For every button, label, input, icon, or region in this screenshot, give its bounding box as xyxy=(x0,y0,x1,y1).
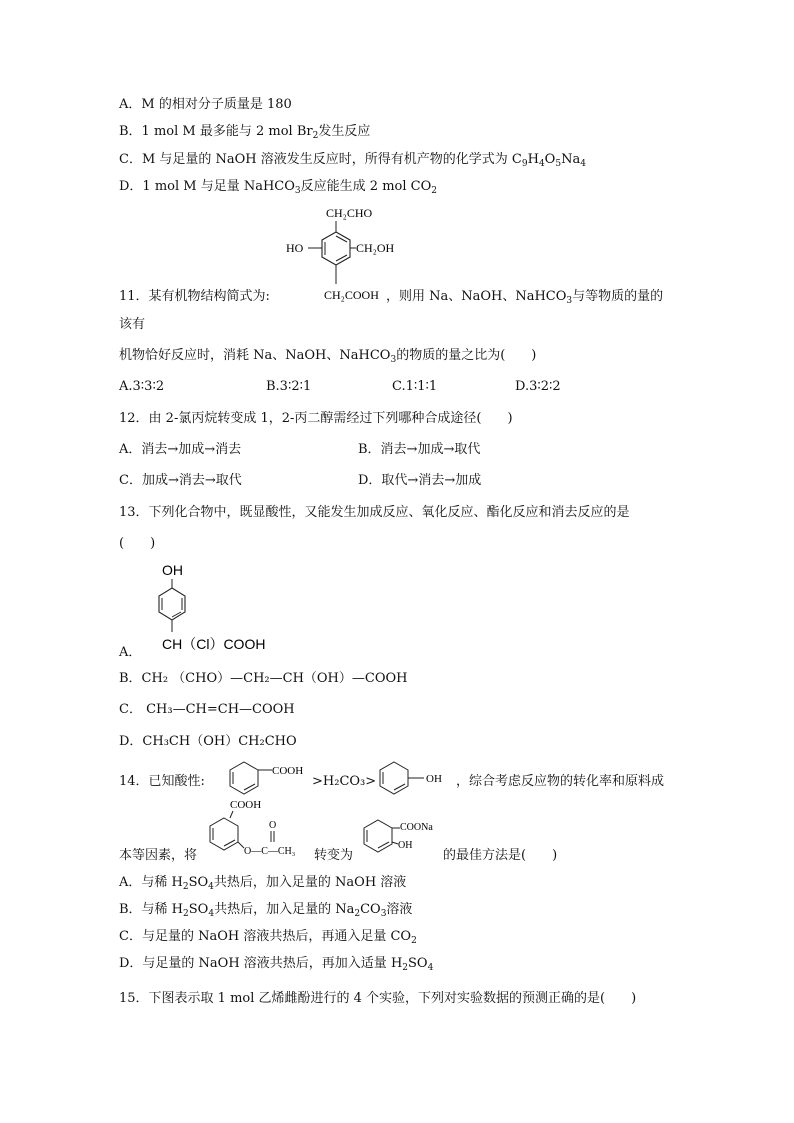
phenol-structure xyxy=(372,758,456,798)
aspirin-structure xyxy=(206,796,318,864)
benzoic-acid-structure xyxy=(222,758,318,798)
q14-option-b: B．与稀 $H_2SO_4$共热后，加入足量的 $Na_2CO_3$溶液 xyxy=(119,902,413,919)
q10-option-d: D．1 mol M 与足量 NaHCO$_3$反应能生成 2 mol $CO_2$ xyxy=(119,179,437,196)
q11-struct-right-label: CH₂OH xyxy=(356,241,395,255)
q13-stem: 13．下列化合物中，既显酸性，又能发生加成反应、氧化反应、酯化反应和消去反应的是 xyxy=(119,505,630,520)
q14-stem-post: ，综合考虑反应物的转化率和原料成 xyxy=(456,774,665,789)
q11-option-d: D.3∶2∶2 xyxy=(515,379,561,394)
q13-struct-chain-label: CH（Cl）COOH xyxy=(162,636,266,652)
q10-option-b: B．1 mol M 最多能与 2 mol $Br_2$发生反应 xyxy=(119,124,371,141)
q12-option-d: D．取代→消去→加成 xyxy=(358,473,482,488)
q11-stem-line2: 该有 xyxy=(119,317,146,332)
aspirin-cooh-label: COOH xyxy=(230,799,262,811)
q10-option-a: A．M 的相对分子质量是 180 xyxy=(119,97,292,112)
q10-option-c: C．M 与足量的 NaOH 溶液发生反应时，所得有机产物的化学式为 $C_9H_4O_5Na_4$ xyxy=(119,152,586,169)
q14-option-a: A．与稀 $H_2SO_4$共热后，加入足量的 NaOH 溶液 xyxy=(119,875,407,892)
q11-option-c: C.1∶1∶1 xyxy=(392,379,438,394)
q15-stem: 15．下图表示取 1 mol 乙烯雌酚进行的 4 个实验，下列对实验数据的预测正确的是( ) xyxy=(119,991,637,1006)
q13-option-b: B．CH₂ （CHO）—CH₂—CH（OH）—COOH xyxy=(119,671,408,686)
q13-struct-oh-label: OH xyxy=(162,562,183,578)
q11-stem: 11．某有机物结构简式为: ，则用 Na、NaOH、NaHCO$_3$与等物质的量的 xyxy=(119,289,664,306)
q13-paren: ( ) xyxy=(119,536,156,551)
q13-option-a: A． xyxy=(119,645,142,660)
q14-stem-pre: 14．已知酸性: xyxy=(119,774,205,789)
phenol-oh-label: OH xyxy=(426,773,442,785)
q11-struct-top-label: CH₂CHO xyxy=(326,206,373,220)
q13-option-a-structure xyxy=(144,560,324,660)
q14-line2-pre: 本等因素，将 xyxy=(119,848,198,863)
product-coona-label: COONa xyxy=(400,822,433,833)
aspirin-carbonyl-o-label: O xyxy=(269,820,277,831)
benzoic-cooh-label: COOH xyxy=(272,765,304,777)
q12-option-a: A．消去→加成→消去 xyxy=(119,442,242,457)
q11-option-b: B.3∶2∶1 xyxy=(266,379,312,394)
product-structure xyxy=(358,814,448,860)
q11-option-a: A.3∶3∶2 xyxy=(119,379,165,394)
product-oh-label: OH xyxy=(398,840,413,851)
q13-option-c: C． CH₃—CH=CH—COOH xyxy=(119,702,295,717)
q14-line2-post: 的最佳方法是( ) xyxy=(443,848,558,863)
q14-line2-mid: 转变为 xyxy=(314,848,354,863)
q12-stem: 12．由 2-氯丙烷转变成 1，2-丙二醇需经过下列哪种合成途径( ) xyxy=(119,411,513,426)
q11-struct-left-label: HO xyxy=(286,241,304,255)
aspirin-ester-chain-label: O—C—CH₃ xyxy=(244,846,296,857)
q12-option-b: B．消去→加成→取代 xyxy=(358,442,481,457)
q11-stem-line3: 机物恰好反应时，消耗 Na、NaOH、NaHCO$_3$的物质的量之比为( ) xyxy=(119,348,537,365)
q14-option-c: C．与足量的 NaOH 溶液共热后，再通入足量 $CO_2$ xyxy=(119,929,417,946)
q14-acidity-mid: >H₂CO₃> xyxy=(312,774,377,789)
q12-option-c: C．加成→消去→取代 xyxy=(119,473,242,488)
q11-struct-bottom-label: CH₂COOH xyxy=(324,288,379,302)
q13-option-d: D．CH₃CH（OH）CH₂CHO xyxy=(119,734,297,749)
q14-option-d: D．与足量的 NaOH 溶液共热后，再加入适量 $H_2SO_4$ xyxy=(119,956,434,973)
